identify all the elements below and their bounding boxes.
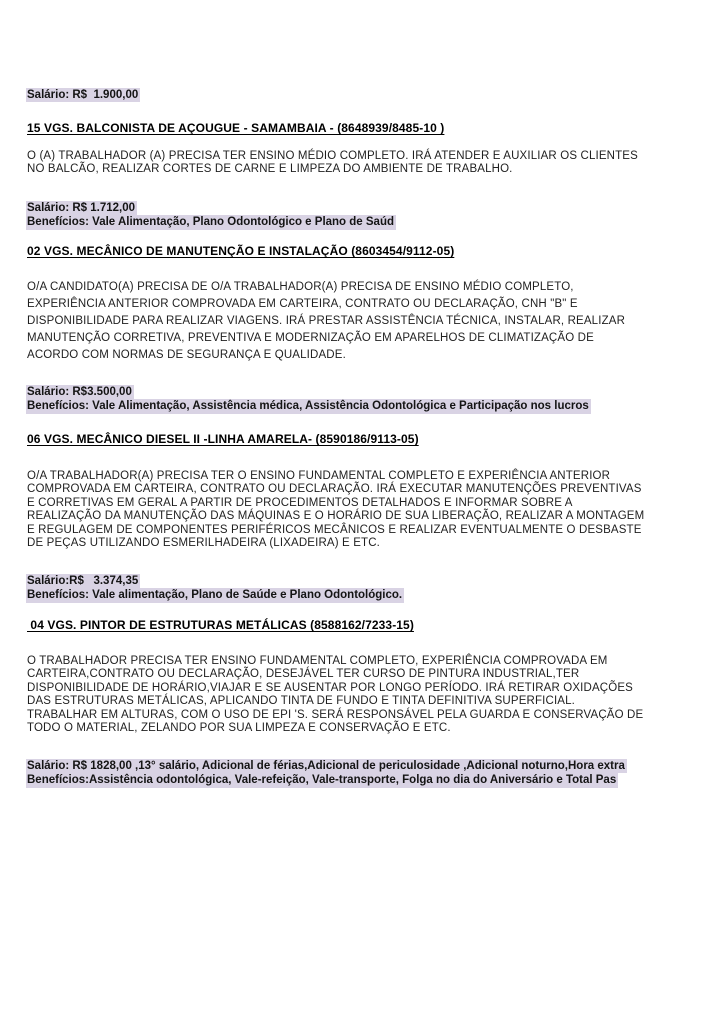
job-description-line: O TRABALHADOR PRECISA TER ENSINO FUNDAMENTAL COMPLETO, EXPERIÊNCIA COMPROVADA EM (27, 655, 608, 667)
benefits-line (27, 773, 699, 787)
job-description-line: DAS ESTRUTURAS METÁLICAS, APLICANDO TINTA DE FUNDO E TINTA DEFINITIVA SUPERFICIAL. (27, 695, 575, 708)
benefits-highlight: Benefícios: Vale Alimentação, Assistência médica, Assistência Odontológica e Participação nos lucros (27, 400, 589, 413)
salary-benefits-block (27, 759, 699, 788)
job-title-pintor-estruturas: 04 VGS. PINTOR DE ESTRUTURAS METÁLICAS (8588162/7233-15) (27, 618, 414, 632)
job-title-mecanico-diesel: 06 VGS. MECÂNICO DIESEL II -LINHA AMARELA- (8590186/9113-05) (27, 432, 419, 446)
job-description-line: CARTEIRA,CONTRATO OU DECLARAÇÃO, DESEJÁVEL TER CURSO DE PINTURA INDUSTRIAL,TER (27, 668, 580, 681)
salary-highlight: Salário:R$ 3.374,35 (27, 575, 139, 587)
job-description (27, 655, 699, 735)
job-description-line: DISPONIBILIDADE DE HORÁRIO,VIAJAR E SE AUSENTAR POR LONGO PERÍODO. IRÁ RETIRAR OXIDAÇÕES (27, 681, 633, 694)
job-title-mecanico-manutencao: 02 VGS. MECÂNICO DE MANUTENÇÃO E INSTALAÇÃO (8603454/9112-05) (27, 244, 455, 258)
salary-benefits-block (27, 574, 699, 603)
benefits-highlight: Benefícios: Vale Alimentação, Plano Odontológico e Plano de Saúd (27, 216, 395, 229)
job-description-line: O/A TRABALHADOR(A) PRECISA TER O ENSINO FUNDAMENTAL COMPLETO E EXPERIÊNCIA ANTERIOR (27, 470, 611, 482)
job-description-line: TODO O MATERIAL, ZELANDO POR SUA LIMPEZA E CONSERVAÇÃO E ETC. (27, 722, 451, 735)
benefits-highlight: Benefícios:Assistência odontológica, Vale-refeição, Vale-transporte, Folga no dia do Aniversário e Total Pas (27, 774, 617, 787)
job-description-line: TRABALHAR EM ALTURAS, COM O USO DE EPI 'S. SERÁ RESPONSÁVEL PELA GUARDA E CONSERVAÇÃO DE (27, 708, 644, 721)
salary-highlight: Salário: R$ 1.900,00 (27, 89, 139, 101)
job-description-line: E CORRETIVAS EM GERAL A PARTIR DE PROCEDIMENTOS DETALHADOS E INFORMAR SOBRE A (27, 496, 573, 509)
orphan-salary-block (27, 88, 699, 102)
salary-line (27, 201, 699, 215)
salary-line (27, 574, 699, 588)
salary-line (27, 88, 699, 102)
job-description-line: E REGULAGEM DE COMPONENTES PERIFÉRICOS MECÂNICOS E REALIZAR EVENTUALMENTE O DESBASTE (27, 523, 642, 536)
job-description-line: REALIZAÇÃO DA MANUTENÇÃO DAS MÁQUINAS E O HORÁRIO DE SUA LIBERAÇÃO, REALIZAR A MONTAGEM (27, 510, 645, 523)
benefits-highlight: Benefícios: Vale alimentação, Plano de Saúde e Plano Odontológico. (27, 589, 403, 602)
benefits-line (27, 215, 699, 229)
salary-highlight: Salário: R$ 1828,00 ,13° salário, Adicional de férias,Adicional de periculosidade ,Adicional noturno,Hora extra (27, 760, 625, 772)
job-description-line: O/A CANDIDATO(A) PRECISA DE O/A TRABALHADOR(A) PRECISA DE ENSINO MÉDIO COMPLETO, (27, 281, 574, 293)
job-description-line: EXPERIÊNCIA ANTERIOR COMPROVADA EM CARTEIRA, CONTRATO OU DECLARAÇÃO, CNH "B" E (27, 298, 578, 311)
job-description-line: DE PEÇAS UTILIZANDO ESMERILHADEIRA (LIXADEIRA) E ETC. (27, 537, 381, 550)
job-description (27, 470, 699, 550)
job-description-line: DISPONIBILIDADE PARA REALIZAR VIAGENS. IRÁ PRESTAR ASSISTÊNCIA TÉCNICA, INSTALAR, REALIZAR (27, 315, 626, 328)
job-description-line: COMPROVADA EM CARTEIRA, CONTRATO OU DECLARAÇÃO. IRÁ EXECUTAR MANUTENÇÕES PREVENTIVAS (27, 483, 642, 496)
benefits-line (27, 588, 699, 602)
salary-line (27, 385, 699, 399)
job-description-line: NO BALCÃO, REALIZAR CORTES DE CARNE E LIMPEZA DO AMBIENTE DE TRABALHO. (27, 163, 513, 176)
salary-line (27, 759, 699, 773)
job-description-line: ACORDO COM NORMAS DE SEGURANÇA E QUALIDADE. (27, 349, 346, 362)
job-description (27, 150, 699, 177)
salary-benefits-block (27, 385, 699, 414)
benefits-line (27, 399, 699, 413)
salary-benefits-block (27, 201, 699, 230)
job-title-balconista: 15 VGS. BALCONISTA DE AÇOUGUE - SAMAMBAIA - (8648939/8485-10 ) (27, 121, 445, 135)
job-description-line: O (A) TRABALHADOR (A) PRECISA TER ENSINO MÉDIO COMPLETO. IRÁ ATENDER E AUXILIAR OS CLIENTES (27, 150, 638, 162)
job-description-line: MANUTENÇÃO CORRETIVA, PREVENTIVA E MODERNIZAÇÃO EM APARELHOS DE CLIMATIZAÇÃO DE (27, 332, 594, 345)
salary-highlight: Salário: R$ 1.712,00 (27, 202, 136, 214)
salary-highlight: Salário: R$3.500,00 (27, 386, 132, 398)
job-description (27, 279, 699, 364)
